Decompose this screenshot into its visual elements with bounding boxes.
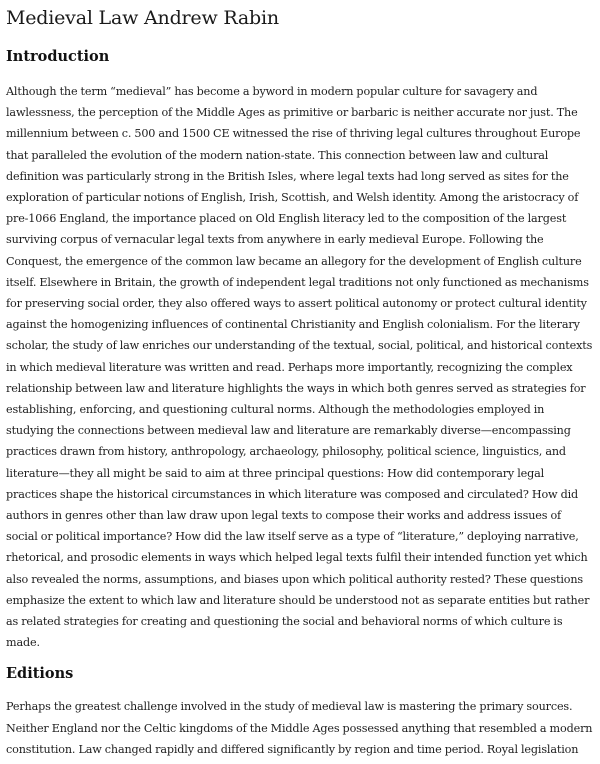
document-page (6, 6, 594, 760)
section-heading-introduction: Introduction (6, 48, 110, 65)
section-heading-editions: Editions (6, 665, 74, 683)
editions-paragraph: Perhaps the greatest challenge involved in the study of medieval law is mastering the primary sources. Neither England nor the Celtic kingdoms of the Middle Ages possessed anything that resembled a modern constitution. Law changed rapidly and differed significantly by region and time period. Royal legislation (6, 700, 593, 756)
introduction-paragraph: Although the term “medieval” has become a byword in modern popular culture for savagery and lawlessness, the perception of the Middle Ages as primitive or barbaric is neither accurate nor just. The millennium between c. 500 and 1500 CE witnessed the rise of thriving legal cultures throughout Europe that paralleled the evolution of the modern nation-state. This connection between law and cultural definition was particularly strong in the British Isles, where legal texts had long served as sites for the exploration of particular notions of English, Irish, Scottish, and Welsh identity. Among the aristocracy of pre-1066 England, the importance placed on Old English literacy led to the composition of the largest surviving corpus of vernacular legal texts from anywhere in early medieval Europe. Following the Conquest, the emergence of the common law became an allegory for the development of English culture itself. Elsewhere in Britain, the growth of independent legal traditions not only functioned as mechanisms for preserving social order, they also offered ways to assert political autonomy or protect cultural identity against the homogenizing influences of continental Christianity and English colonialism. For the literary scholar, the study of law enriches our understanding of the textual, social, political, and historical contexts in which medieval literature was written and read. Perhaps more importantly, recognizing the complex relationship between law and literature highlights the ways in which both genres served as strategies for establishing, enforcing, and questioning cultural norms. Although the methodologies employed in studying the connections between medieval law and literature are remarkably diverse—encompassing practices drawn from history, anthropology, archaeology, philosophy, political science, linguistics, and literature—they all might be said to aim at three principal questions: How did contemporary legal practices shape the historical circumstances in which literature was composed and circulated? How did authors in genres other than law draw upon legal texts to compose their works and address issues of social or political importance? How did the law itself serve as a type of “literature,” deploying narrative, rhetorical, and prosodic elements in ways which helped legal texts fulfil their intended function yet which also revealed the norms, assumptions, and biases upon which political authority rested? These questions emphasize the extent to which law and literature should be understood not as separate entities but rather as related strategies for creating and questioning the social and behavioral norms of which culture is made. (6, 85, 593, 650)
page-title: Medieval Law Andrew Rabin (6, 7, 279, 29)
